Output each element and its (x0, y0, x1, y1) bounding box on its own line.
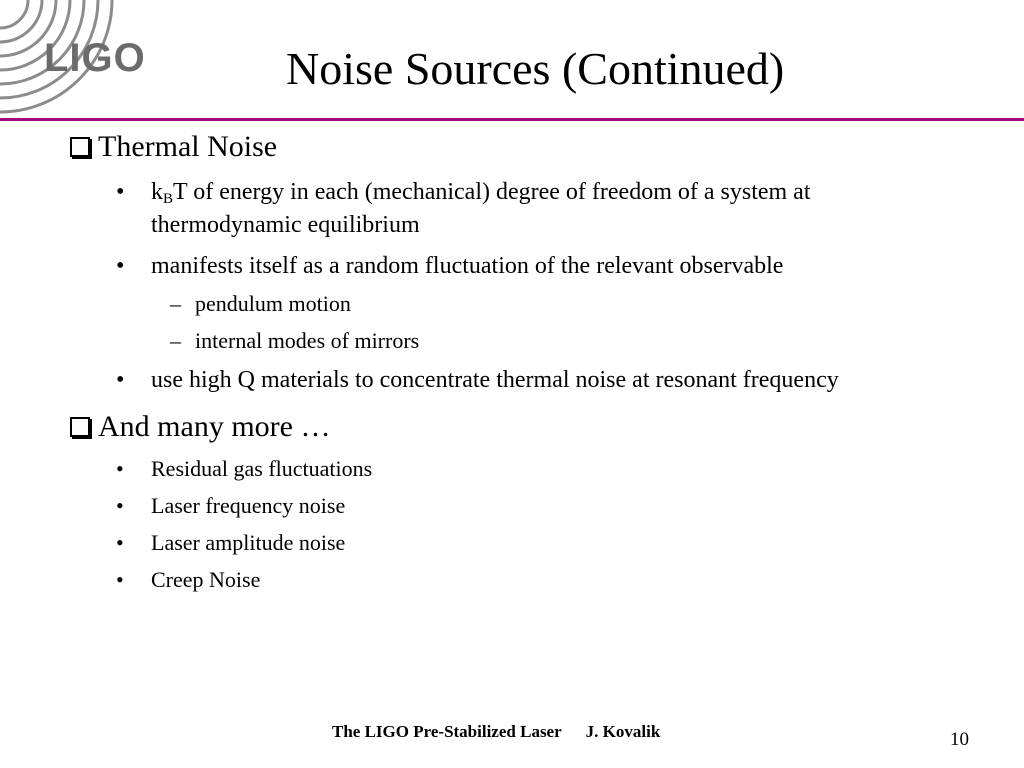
bullet-icon: • (116, 253, 125, 279)
title-divider (0, 118, 1024, 121)
bullet-text: Creep Noise (151, 567, 261, 592)
sub-bullet-text: pendulum motion (195, 291, 351, 316)
bullet-text: use high Q materials to concentrate thermal noise at resonant frequency (151, 367, 839, 393)
checkbox-bullet-icon (70, 417, 90, 437)
checkbox-bullet-icon (70, 137, 90, 157)
subscript: B (163, 191, 174, 207)
bullet-text: manifests itself as a random fluctuation of the relevant observable (151, 253, 784, 279)
bullet-item (116, 176, 996, 242)
section-heading-and-many-more (70, 412, 330, 442)
bullet-item (116, 364, 996, 397)
bullet-text: $k_BT$ of energy in each (mechanical) degree of freedom of a system at thermodynamic equilibrium (151, 179, 811, 238)
bullet-text: Laser frequency noise (151, 493, 346, 518)
sub-bullet-text: internal modes of mirrors (195, 328, 420, 353)
bullet-item (116, 452, 996, 485)
footer-title: The LIGO Pre-Stabilized Laser (332, 722, 562, 741)
slide-footer (332, 722, 660, 742)
bullet-text: Residual gas fluctuations (151, 456, 373, 481)
bullet-icon: • (116, 567, 124, 592)
section-heading-text: Thermal Noise (98, 130, 278, 163)
bullet-item (116, 563, 996, 596)
bullet-icon: • (116, 530, 124, 555)
bullet-text: Laser amplitude noise (151, 530, 346, 555)
dash-icon: – (170, 328, 181, 353)
bullet-icon: • (116, 367, 125, 393)
bullet-icon: • (116, 456, 124, 481)
section-heading-thermal-noise (70, 132, 277, 162)
bullet-item (116, 489, 996, 522)
page-number: 10 (950, 729, 969, 750)
ligo-logo-text: LIGO (44, 36, 146, 80)
bullet-icon: • (116, 179, 125, 205)
bullet-icon: • (116, 493, 124, 518)
bullet-item (116, 250, 996, 283)
sub-bullet-item (170, 293, 351, 315)
bullet-item (116, 526, 996, 559)
footer-author: J. Kovalik (585, 722, 661, 741)
section-heading-text: And many more … (98, 410, 331, 443)
dash-icon: – (170, 291, 181, 316)
sub-bullet-item (170, 330, 419, 352)
slide-title: Noise Sources (Continued) (286, 43, 785, 94)
